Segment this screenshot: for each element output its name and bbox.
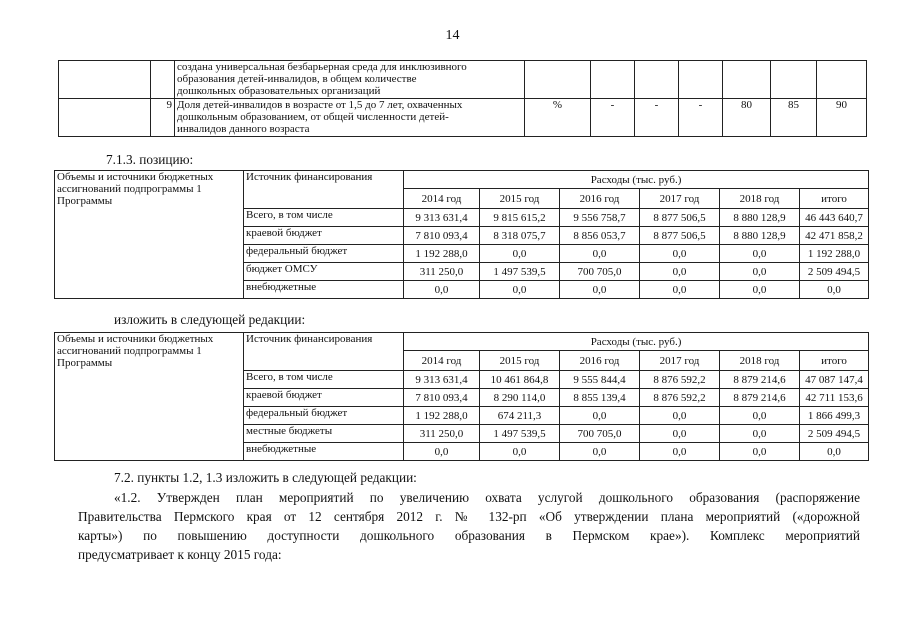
value-cell: 311 250,0 [404, 425, 480, 443]
value-cell: 0,0 [640, 425, 720, 443]
value-cell: 700 705,0 [560, 263, 640, 281]
source-name: внебюджетные [244, 443, 404, 461]
value-cell: 0,0 [640, 263, 720, 281]
value-cell: 9 313 631,4 [404, 371, 480, 389]
value-cell: 0,0 [560, 407, 640, 425]
section-heading: изложить в следующей редакции: [114, 312, 306, 327]
value-cell: 46 443 640,7 [800, 209, 869, 227]
value-cell: 0,0 [640, 281, 720, 299]
value-cell: 2 509 494,5 [800, 263, 869, 281]
body-paragraph [78, 488, 860, 564]
source-name: Всего, в том числе [244, 209, 404, 227]
source-name: краевой бюджет [244, 227, 404, 245]
year-header: 2014 год [404, 189, 480, 209]
paragraph-line: предусматривает к концу 2015 года: [78, 547, 282, 562]
value-cell: 0,0 [720, 245, 800, 263]
value-cell: 9 556 758,7 [560, 209, 640, 227]
source-header: Источник финансирования [244, 333, 404, 371]
value-cell: 0,0 [480, 443, 560, 461]
value-cell: 0,0 [720, 407, 800, 425]
value-cell: 0,0 [640, 407, 720, 425]
year-header: 2017 год [640, 351, 720, 371]
source-name: краевой бюджет [244, 389, 404, 407]
source-name: внебюджетные [244, 281, 404, 299]
source-name: Всего, в том числе [244, 371, 404, 389]
year-header: итого [800, 189, 869, 209]
value-cell: 9 313 631,4 [404, 209, 480, 227]
source-name: федеральный бюджет [244, 245, 404, 263]
value-cell: 7 810 093,4 [404, 389, 480, 407]
value-cell: 0,0 [800, 443, 869, 461]
value-cell: 10 461 864,8 [480, 371, 560, 389]
value-cell: 311 250,0 [404, 263, 480, 281]
value-cell: - [635, 99, 679, 137]
year-header: 2015 год [480, 189, 560, 209]
value-cell: 674 211,3 [480, 407, 560, 425]
value-cell: 0,0 [560, 245, 640, 263]
year-header: 2018 год [720, 189, 800, 209]
source-header: Источник финансирования [244, 171, 404, 209]
value-cell: 2 509 494,5 [800, 425, 869, 443]
value-cell: 0,0 [640, 443, 720, 461]
paragraph-line: «1.2. Утвержден план мероприятий по увеличению охвата услугой дошкольного образования (распоряжение [114, 490, 860, 505]
year-header: 2017 год [640, 189, 720, 209]
year-header: 2016 год [560, 189, 640, 209]
budget-label: Объемы и источники бюджетных ассигнований подпрограммы 1 Программы [55, 333, 244, 461]
value-cell: 1 192 288,0 [800, 245, 869, 263]
value-cell: 1 866 499,3 [800, 407, 869, 425]
value-cell: 8 856 053,7 [560, 227, 640, 245]
budget-label: Объемы и источники бюджетных ассигнований подпрограммы 1 Программы [55, 171, 244, 299]
source-name: бюджет ОМСУ [244, 263, 404, 281]
paragraph-line: Правительства Пермского края от 12 сентября 2012 г. № 132-рп «Об утверждении плана мероприятий («дорожной [78, 509, 860, 524]
value-cell: 42 711 153,6 [800, 389, 869, 407]
section-heading: 7.1.3. позицию: [106, 152, 194, 167]
value-cell: 0,0 [800, 281, 869, 299]
year-header: 2015 год [480, 351, 560, 371]
page-number: 14 [445, 28, 460, 43]
value-cell: 1 192 288,0 [404, 407, 480, 425]
value-cell: 0,0 [404, 281, 480, 299]
value-cell: 8 318 075,7 [480, 227, 560, 245]
value-cell: 42 471 858,2 [800, 227, 869, 245]
value-cell: 0,0 [404, 443, 480, 461]
value-cell: 8 879 214,6 [720, 371, 800, 389]
financing-table-old [54, 170, 869, 299]
value-cell: 8 877 506,5 [640, 209, 720, 227]
value-cell: 8 876 592,2 [640, 371, 720, 389]
source-name: местные бюджеты [244, 425, 404, 443]
value-cell: 0,0 [480, 245, 560, 263]
source-name: федеральный бюджет [244, 407, 404, 425]
year-header: 2016 год [560, 351, 640, 371]
year-header: 2018 год [720, 351, 800, 371]
value-cell: 1 192 288,0 [404, 245, 480, 263]
value-cell: - [679, 99, 723, 137]
value-cell: 0,0 [720, 425, 800, 443]
indicator-text: Доля детей-инвалидов в возрасте от 1,5 до 7 лет, охваченных дошкольным образованием, от общей численности детей- инвалидов данного возраста [175, 99, 525, 137]
value-cell: 0,0 [480, 281, 560, 299]
value-cell: 0,0 [720, 263, 800, 281]
value-cell: 8 876 592,2 [640, 389, 720, 407]
value-cell: 0,0 [640, 245, 720, 263]
indicator-table [58, 60, 867, 137]
value-cell: 0,0 [560, 443, 640, 461]
expenses-header: Расходы (тыс. руб.) [404, 171, 869, 189]
value-cell: 90 [817, 99, 867, 137]
value-cell: 7 810 093,4 [404, 227, 480, 245]
value-cell: 0,0 [560, 281, 640, 299]
value-cell: 0,0 [720, 443, 800, 461]
value-cell: 8 879 214,6 [720, 389, 800, 407]
value-cell: 8 880 128,9 [720, 209, 800, 227]
indicator-text: создана универсальная безбарьерная среда для инклюзивного образования детей-инвалидов, в общем количестве дошкольных образовательных организаций [175, 61, 525, 99]
section-heading: 7.2. пункты 1.2, 1.3 изложить в следующей редакции: [114, 470, 417, 485]
value-cell: 700 705,0 [560, 425, 640, 443]
year-header: итого [800, 351, 869, 371]
value-cell: 9 815 615,2 [480, 209, 560, 227]
row-number: 9 [151, 99, 175, 137]
year-header: 2014 год [404, 351, 480, 371]
value-cell: 8 880 128,9 [720, 227, 800, 245]
expenses-header: Расходы (тыс. руб.) [404, 333, 869, 351]
value-cell: 1 497 539,5 [480, 263, 560, 281]
paragraph-line: карты») по повышению доступности дошкольного образования в Пермском крае»). Комплекс мероприятий [78, 528, 860, 543]
value-cell: 8 290 114,0 [480, 389, 560, 407]
value-cell: 0,0 [720, 281, 800, 299]
unit: % [525, 99, 591, 137]
value-cell: 85 [771, 99, 817, 137]
value-cell: 8 855 139,4 [560, 389, 640, 407]
value-cell: 1 497 539,5 [480, 425, 560, 443]
value-cell: 8 877 506,5 [640, 227, 720, 245]
value-cell: 9 555 844,4 [560, 371, 640, 389]
value-cell: - [591, 99, 635, 137]
financing-table-new [54, 332, 869, 461]
value-cell: 80 [723, 99, 771, 137]
value-cell: 47 087 147,4 [800, 371, 869, 389]
